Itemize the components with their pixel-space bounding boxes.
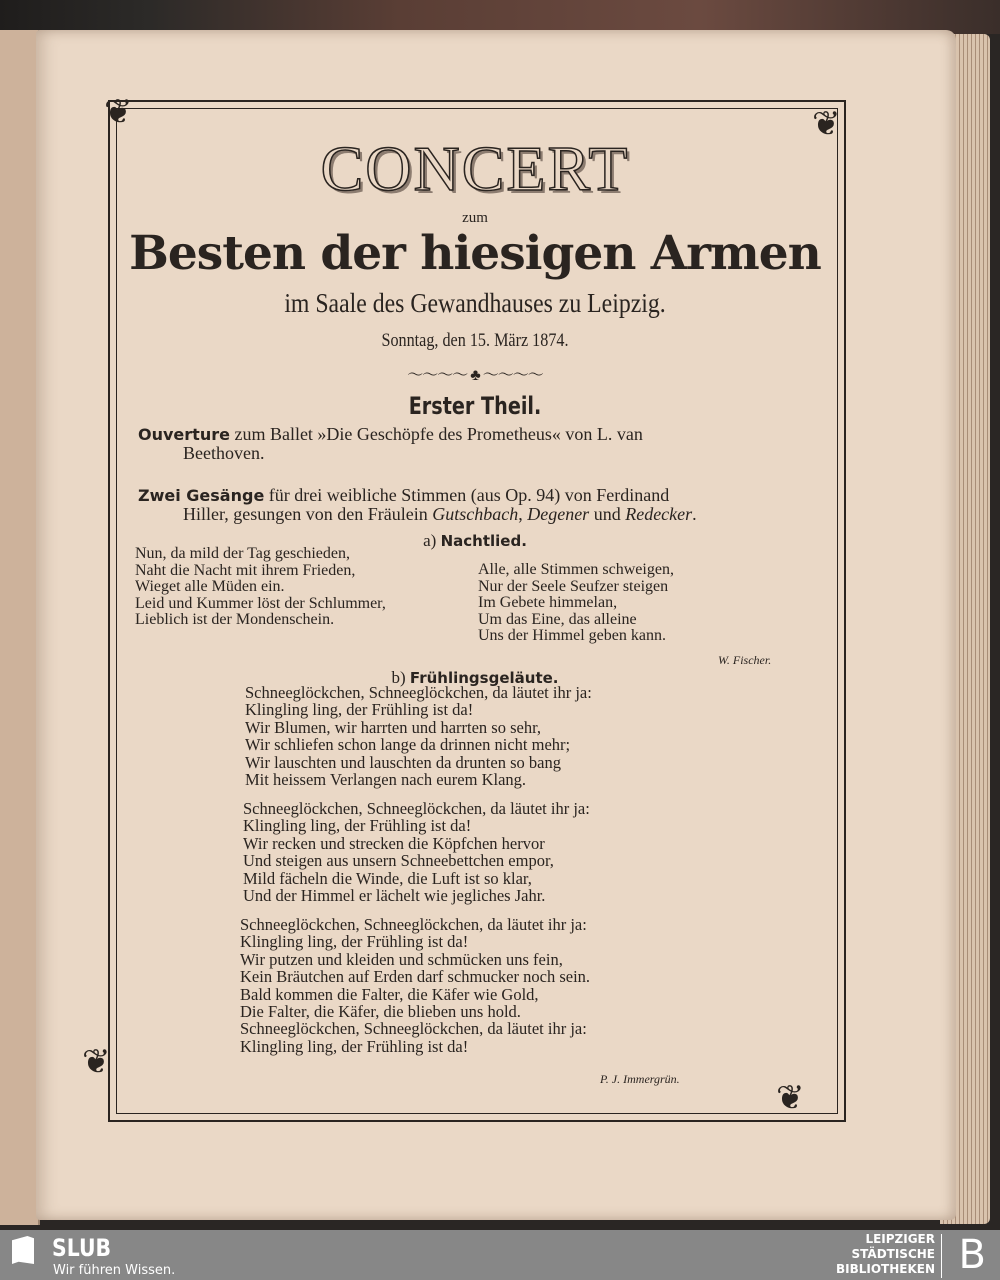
verse-line: Klingling ling, der Frühling ist da! bbox=[243, 816, 472, 836]
verse-line: Nun, da mild der Tag geschieden, bbox=[135, 545, 350, 562]
ornamental-divider-icon: ～～～～ ♣ ～～～～ bbox=[407, 367, 543, 384]
verse-line: Wir schliefen schon lange da drinnen nicht mehr; bbox=[245, 735, 571, 755]
verse-line: Wir recken und strecken die Köpfchen hervor bbox=[243, 833, 545, 853]
song-title: Nachtlied. bbox=[440, 532, 527, 550]
item-text-cont: Beethoven. bbox=[183, 443, 265, 463]
item-title: Ouverture bbox=[138, 425, 230, 444]
section-heading: Erster Theil. bbox=[408, 392, 542, 420]
corner-ornament-icon: ❦ bbox=[104, 94, 133, 131]
verse-line: Schneeglöckchen, Schneeglöckchen, da läutet ihr ja: bbox=[243, 799, 590, 818]
song-a-left-column bbox=[135, 546, 386, 629]
singer-name: Redecker bbox=[625, 504, 693, 524]
item-title: Zwei Gesänge bbox=[138, 486, 265, 505]
logo-line: STÄDTISCHE bbox=[851, 1247, 935, 1261]
verse-line: Klingling ling, der Frühling ist da! bbox=[240, 932, 469, 952]
verse-line: Um das Eine, das alleine bbox=[478, 610, 637, 628]
item-text: zum Ballet »Die Geschöpfe des Prometheus« von L. van bbox=[229, 424, 643, 444]
verse-line: Bald kommen die Falter, die Käfer wie Gold, bbox=[240, 984, 539, 1004]
footer-bar bbox=[0, 1230, 1000, 1280]
song-title: Frühlingsgeläute. bbox=[409, 669, 559, 687]
author-signature: W. Fischer. bbox=[718, 653, 772, 667]
corner-ornament-icon: ❦ bbox=[812, 106, 841, 143]
item-text: für drei weibliche Stimmen (aus Op. 94) von Ferdinand bbox=[264, 485, 670, 505]
verse-line: Leid und Kummer löst der Schlummer, bbox=[135, 594, 386, 612]
concert-title: CONCERT bbox=[320, 133, 630, 204]
stanza bbox=[240, 916, 590, 1055]
venue: im Saale des Gewandhauses zu Leipzig. bbox=[284, 288, 666, 318]
verse-line: Kein Bräutchen auf Erden darf schmucker noch sein. bbox=[240, 967, 591, 987]
verse-line: Wieget alle Müden ein. bbox=[135, 578, 285, 595]
singer-name: Degener bbox=[527, 504, 590, 524]
verse-line: Lieblich ist der Mondenschein. bbox=[135, 611, 335, 628]
verse-line: Und der Himmel er lächelt wie jegliches Jahr. bbox=[243, 886, 546, 906]
singer-name: Gutschbach bbox=[432, 504, 519, 524]
separator: , bbox=[518, 504, 528, 524]
verse-line: Wir Blumen, wir harrten und harrten so sehr, bbox=[245, 717, 542, 737]
item-text-cont: Hiller, gesungen von den Fräulein bbox=[183, 504, 433, 524]
subtitle-zum: zum bbox=[462, 210, 488, 226]
logo-line: LEIPZIGER bbox=[865, 1232, 935, 1246]
author-signature: P. J. Immergrün. bbox=[600, 1072, 680, 1086]
slub-book-icon bbox=[12, 1236, 34, 1264]
date: Sonntag, den 15. März 1874. bbox=[381, 330, 569, 351]
corner-ornament-icon: ❦ bbox=[776, 1080, 805, 1117]
verse-line: Klingling ling, der Frühling ist da! bbox=[240, 1036, 469, 1056]
verse-line: Wir putzen und kleiden und schmücken uns fein, bbox=[240, 949, 563, 969]
verse-line: Alle, alle Stimmen schweigen, bbox=[478, 561, 674, 578]
slub-tagline: Wir führen Wissen. bbox=[53, 1263, 176, 1278]
verse-line: Uns der Himmel geben kann. bbox=[478, 627, 666, 644]
corner-ornament-icon: ❦ bbox=[82, 1044, 111, 1081]
verse-line: Wir lauschten und lauschten da drunten so bang bbox=[245, 752, 561, 772]
verse-line: Klingling ling, der Frühling ist da! bbox=[245, 700, 474, 720]
book-cover-background bbox=[0, 0, 1000, 34]
leipzig-library-logo[interactable] bbox=[836, 1232, 935, 1277]
verse-line: Schneeglöckchen, Schneeglöckchen, da läutet ihr ja: bbox=[245, 683, 592, 702]
verse-line: Im Gebete himmelan, bbox=[478, 594, 618, 611]
verse-line: Nur der Seele Seufzer steigen bbox=[478, 577, 669, 595]
leipzig-b-icon: B bbox=[958, 1232, 986, 1278]
stanza bbox=[243, 800, 590, 904]
verse-line: Mild fächeln die Winde, die Luft ist so klar, bbox=[243, 868, 532, 888]
program-item-ouverture bbox=[138, 425, 803, 463]
headline: Besten der hiesigen Armen bbox=[129, 226, 821, 281]
program-item-gesaenge bbox=[138, 486, 803, 524]
logo-line: BIBLIOTHEKEN bbox=[835, 1262, 935, 1276]
verse-line: Und steigen aus unsern Schneebettchen empor, bbox=[243, 851, 554, 871]
song-label: a) bbox=[423, 531, 437, 550]
verse-line: Naht die Nacht mit ihrem Frieden, bbox=[135, 561, 356, 579]
verse-line: Die Falter, die Käfer, die blieben uns hold. bbox=[240, 1002, 521, 1022]
verse-line: Mit heissem Verlangen nach eurem Klang. bbox=[245, 770, 527, 790]
separator: und bbox=[589, 504, 626, 524]
verse-line: Schneeglöckchen, Schneeglöckchen, da läutet ihr ja: bbox=[240, 1019, 587, 1039]
slub-logo[interactable]: SLUB bbox=[52, 1234, 112, 1262]
stanza bbox=[245, 684, 592, 788]
period: . bbox=[692, 504, 697, 524]
song-label: b) bbox=[391, 668, 406, 687]
verse-line: Schneeglöckchen, Schneeglöckchen, da läutet ihr ja: bbox=[240, 915, 587, 934]
logo-divider bbox=[941, 1234, 942, 1278]
song-a-right-column bbox=[478, 562, 674, 645]
